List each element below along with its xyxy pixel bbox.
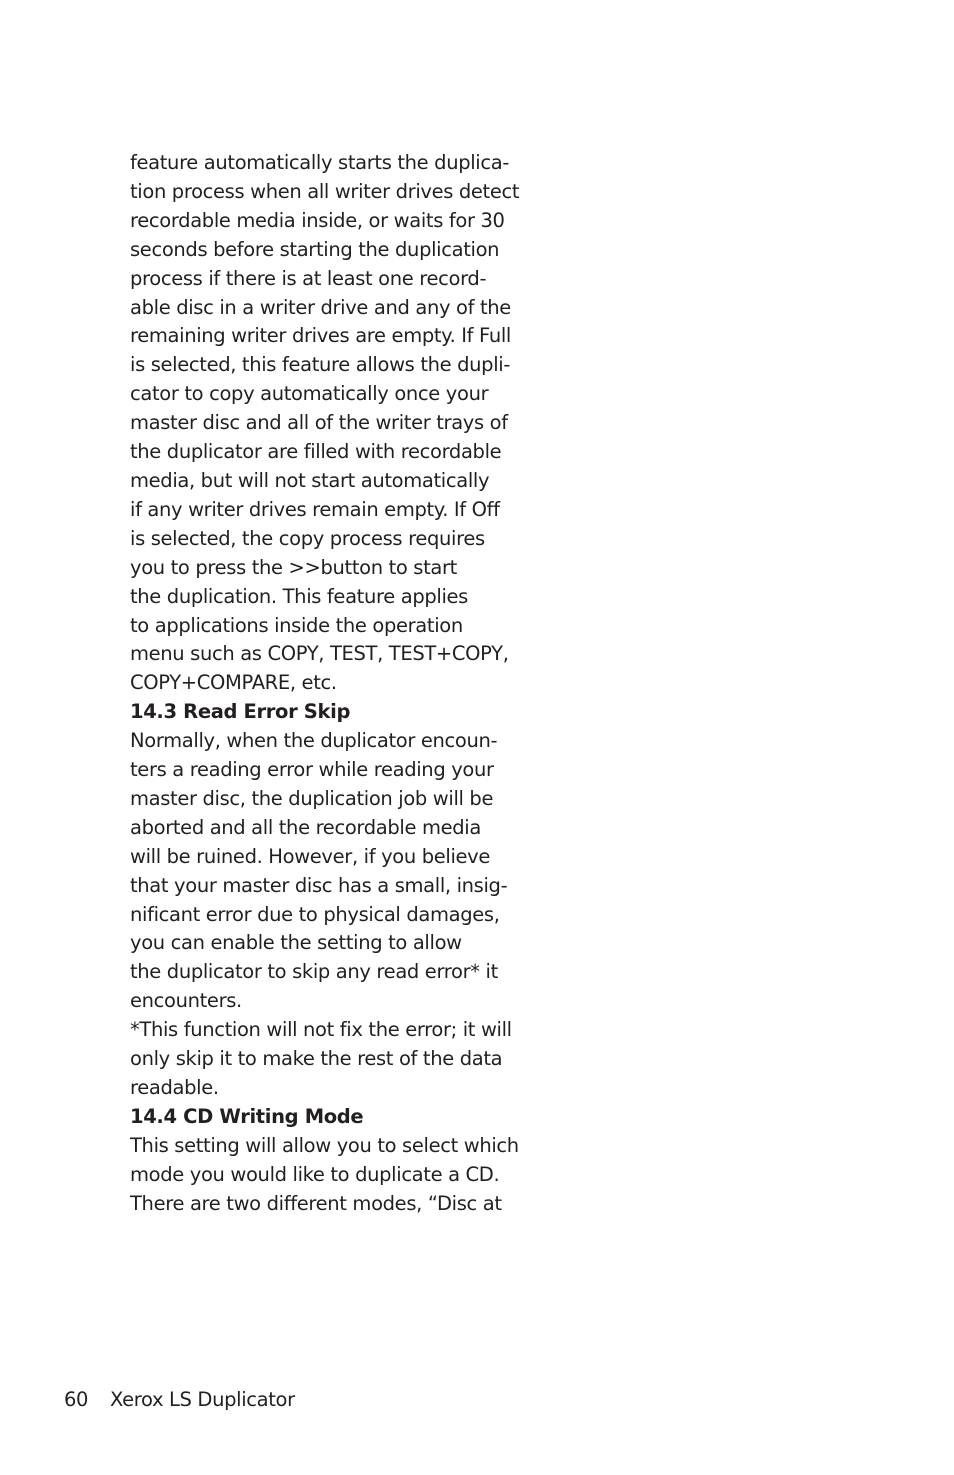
text-line: master disc and all of the writer trays of [130, 411, 508, 435]
section-heading: 14.3 Read Error Skip [130, 700, 351, 724]
text-line: encounters. [130, 989, 242, 1013]
text-line: tion process when all writer drives detect [130, 179, 520, 203]
text-line: remaining writer drives are empty. If Full [130, 324, 511, 348]
footnote-line: only skip it to make the rest of the data [130, 1047, 503, 1071]
text-line: if any writer drives remain empty. If Off [130, 497, 500, 521]
text-line: able disc in a writer drive and any of the [130, 295, 511, 319]
text-line: the duplicator are filled with recordable [130, 440, 502, 464]
text-line: the duplication. This feature applies [130, 584, 468, 608]
text-line: ters a reading error while reading your [130, 758, 494, 782]
section-read-error-skip [130, 698, 510, 1103]
footnote-line: *This function will not fix the error; it will [130, 1018, 512, 1042]
text-line: you can enable the setting to allow [130, 931, 462, 955]
page-number: 60 [64, 1388, 89, 1411]
text-line: cator to copy automatically once your [130, 382, 489, 406]
text-line: mode you would like to duplicate a CD. [130, 1162, 500, 1186]
text-line: will be ruined. However, if you believe [130, 844, 490, 868]
text-line: seconds before starting the duplication [130, 237, 500, 261]
text-line: menu such as COPY, TEST, TEST+COPY, [130, 642, 509, 666]
footnote [130, 1016, 510, 1103]
text-line: master disc, the duplication job will be [130, 786, 494, 810]
text-line: process if there is at least one record- [130, 266, 487, 290]
text-column [130, 149, 520, 1219]
footnote-line: readable. [130, 1076, 219, 1099]
text-line: is selected, this feature allows the dupli- [130, 353, 511, 377]
intro-paragraph [130, 149, 520, 698]
text-line: is selected, the copy process requires [130, 526, 485, 550]
text-line: you to press the >>button to start [130, 555, 457, 579]
text-line: There are two different modes, “Disc at [130, 1191, 502, 1215]
document-title: Xerox LS Duplicator [110, 1388, 295, 1411]
text-line: media, but will not start automatically [130, 468, 490, 492]
text-line: that your master disc has a small, insig- [130, 873, 508, 897]
text-line: This setting will allow you to select which [130, 1133, 519, 1157]
text-line: recordable media inside, or waits for 30 [130, 208, 505, 232]
text-line: to applications inside the operation [130, 613, 463, 637]
text-line: nificant error due to physical damages, [130, 902, 500, 926]
text-line: the duplicator to skip any read error* it [130, 960, 498, 984]
section-cd-writing-mode [130, 1103, 519, 1219]
text-line: feature automatically starts the duplica- [130, 151, 510, 174]
section-heading: 14.4 CD Writing Mode [130, 1104, 364, 1128]
text-line: COPY+COMPARE, etc. [130, 671, 337, 695]
text-line: Normally, when the duplicator encoun- [130, 729, 498, 753]
text-line: aborted and all the recordable media [130, 815, 481, 839]
page-footer [64, 1386, 295, 1414]
